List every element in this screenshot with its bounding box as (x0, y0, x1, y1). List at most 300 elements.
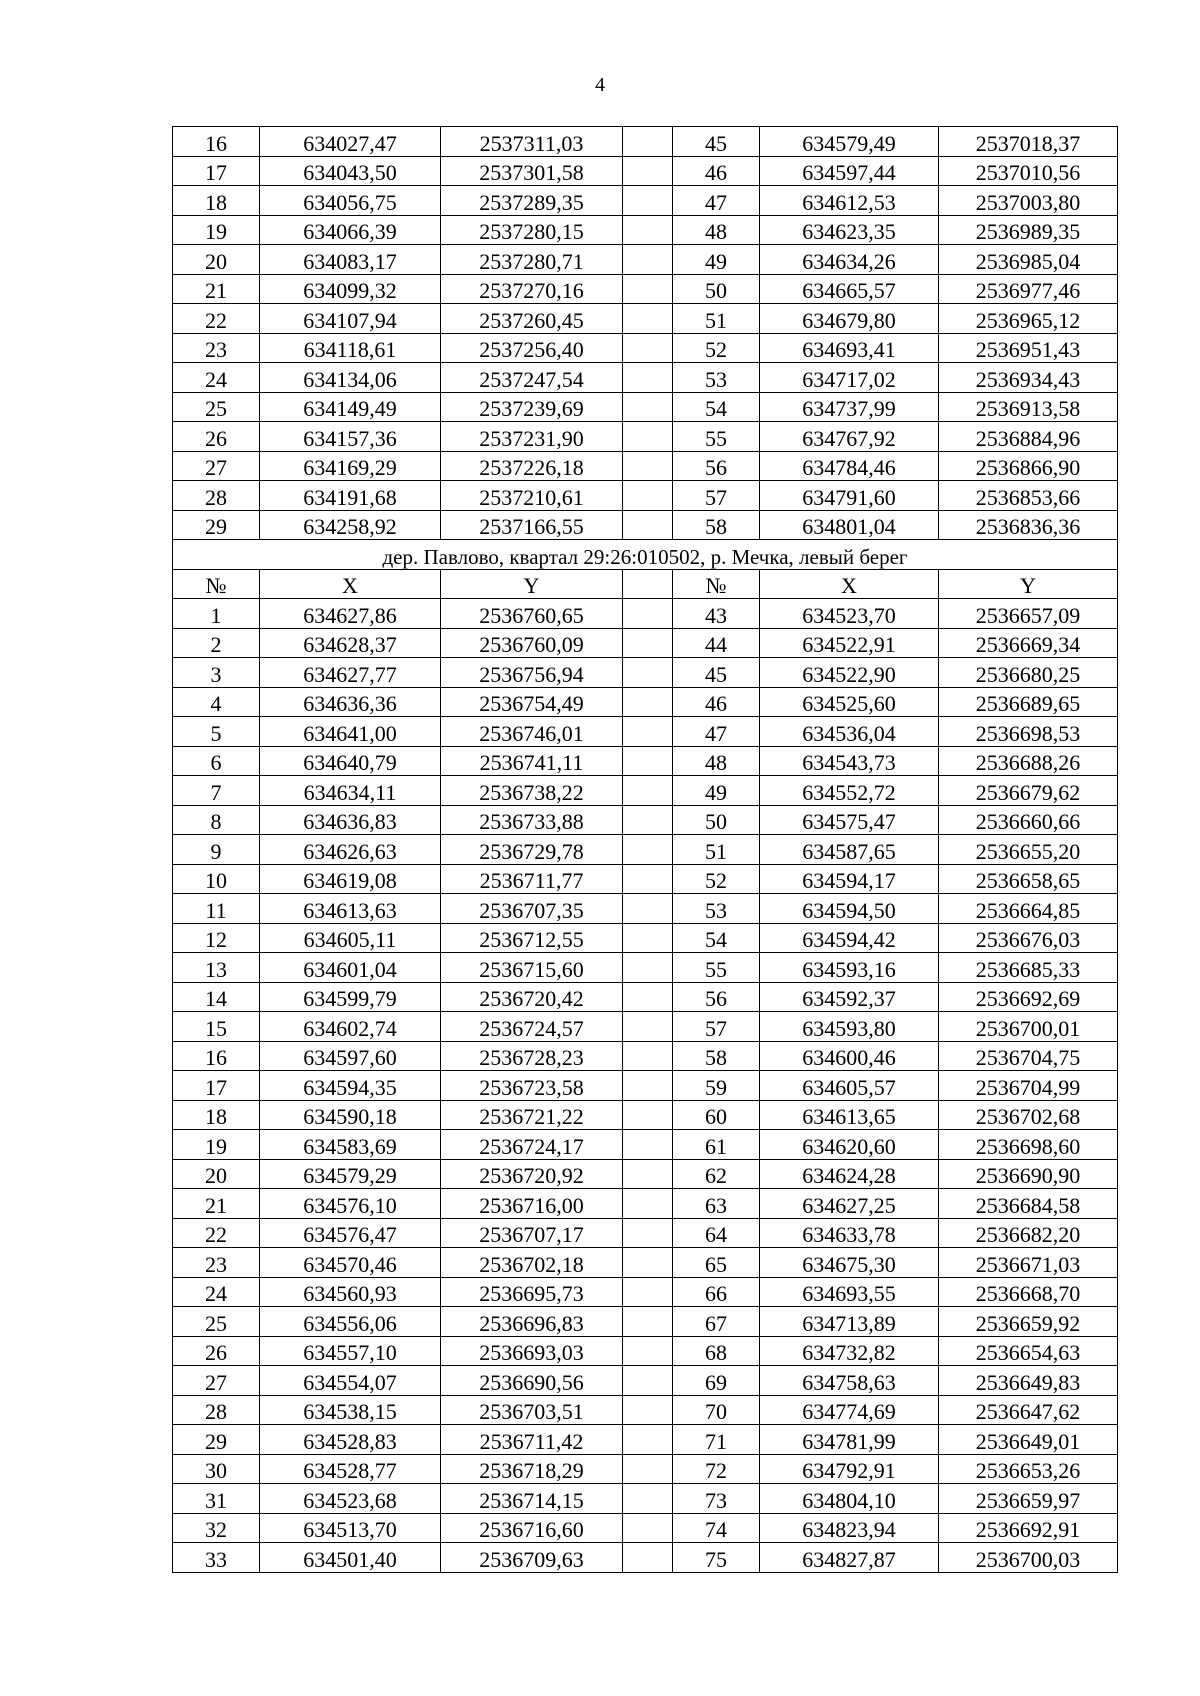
gap-cell (623, 1218, 673, 1248)
table-row (173, 687, 1118, 717)
y-coordinate-cell: 2536703,51 (441, 1395, 623, 1425)
y-coordinate-cell: 2537260,45 (441, 304, 623, 334)
x-coordinate-cell: 634528,83 (260, 1425, 441, 1455)
x-coordinate-cell-right: 634525,60 (760, 687, 939, 717)
point-number-cell-right: 71 (673, 1425, 760, 1455)
gap-cell (623, 1071, 673, 1101)
y-coordinate-cell-right: 2536684,58 (939, 1189, 1118, 1219)
x-coordinate-cell-right: 634634,26 (760, 245, 939, 275)
gap-cell (623, 1100, 673, 1130)
x-coordinate-cell-right: 634791,60 (760, 481, 939, 511)
point-number-cell-right: 52 (673, 864, 760, 894)
gap-cell (623, 481, 673, 511)
y-coordinate-cell-right: 2536836,36 (939, 510, 1118, 540)
gap-cell (623, 1159, 673, 1189)
point-number-cell-right: 69 (673, 1366, 760, 1396)
point-number-cell-right: 50 (673, 274, 760, 304)
x-coordinate-cell: 634556,06 (260, 1307, 441, 1337)
y-coordinate-cell: 2536754,49 (441, 687, 623, 717)
y-coordinate-cell-right: 2536704,99 (939, 1071, 1118, 1101)
x-coordinate-cell-right: 634597,44 (760, 156, 939, 186)
y-coordinate-cell: 2536711,42 (441, 1425, 623, 1455)
x-coordinate-cell: 634118,61 (260, 333, 441, 363)
gap-cell (623, 1543, 673, 1573)
x-coordinate-cell: 634258,92 (260, 510, 441, 540)
y-coordinate-cell: 2537166,55 (441, 510, 623, 540)
point-number-cell: 2 (173, 628, 260, 658)
y-coordinate-cell-right: 2536698,60 (939, 1130, 1118, 1160)
gap-cell (623, 953, 673, 983)
point-number-cell: 21 (173, 274, 260, 304)
y-coordinate-cell-right: 2536977,46 (939, 274, 1118, 304)
point-number-cell-right: 58 (673, 510, 760, 540)
x-coordinate-cell: 634641,00 (260, 717, 441, 747)
x-coordinate-cell-right: 634784,46 (760, 451, 939, 481)
table-row (173, 1012, 1118, 1042)
x-coordinate-cell: 634501,40 (260, 1543, 441, 1573)
y-coordinate-cell: 2536702,18 (441, 1248, 623, 1278)
point-number-cell-right: 50 (673, 805, 760, 835)
table-row (173, 245, 1118, 275)
y-coordinate-cell-right: 2536853,66 (939, 481, 1118, 511)
point-number-cell-right: 46 (673, 156, 760, 186)
point-number-cell-right: 53 (673, 363, 760, 393)
column-header-row (173, 569, 1118, 599)
x-coordinate-cell-right: 634774,69 (760, 1395, 939, 1425)
x-coordinate-cell: 634157,36 (260, 422, 441, 452)
x-coordinate-cell-right: 634592,37 (760, 982, 939, 1012)
x-coordinate-cell-right: 634594,42 (760, 923, 939, 953)
point-number-cell: 16 (173, 127, 260, 157)
point-number-cell-right: 53 (673, 894, 760, 924)
gap-cell (623, 1130, 673, 1160)
y-coordinate-cell: 2537256,40 (441, 333, 623, 363)
table-row (173, 333, 1118, 363)
x-coordinate-cell-right: 634612,53 (760, 186, 939, 216)
y-coordinate-cell-right: 2536985,04 (939, 245, 1118, 275)
x-coordinate-cell: 634597,60 (260, 1041, 441, 1071)
y-coordinate-cell: 2536756,94 (441, 658, 623, 688)
y-coordinate-cell-right: 2536679,62 (939, 776, 1118, 806)
y-coordinate-cell: 2536728,23 (441, 1041, 623, 1071)
x-coordinate-cell-right: 634594,17 (760, 864, 939, 894)
x-coordinate-cell-right: 634675,30 (760, 1248, 939, 1278)
y-coordinate-cell: 2536729,78 (441, 835, 623, 865)
x-coordinate-cell-right: 634713,89 (760, 1307, 939, 1337)
y-coordinate-cell-right: 2536658,65 (939, 864, 1118, 894)
column-header-num-right: № (673, 569, 760, 599)
gap-cell (623, 1513, 673, 1543)
point-number-cell-right: 45 (673, 658, 760, 688)
gap-cell (623, 304, 673, 334)
y-coordinate-cell-right: 2536965,12 (939, 304, 1118, 334)
point-number-cell-right: 61 (673, 1130, 760, 1160)
gap-cell (623, 982, 673, 1012)
y-coordinate-cell: 2536760,65 (441, 599, 623, 629)
y-coordinate-cell: 2536693,03 (441, 1336, 623, 1366)
y-coordinate-cell: 2536715,60 (441, 953, 623, 983)
x-coordinate-cell-right: 634665,57 (760, 274, 939, 304)
point-number-cell: 20 (173, 245, 260, 275)
y-coordinate-cell-right: 2536649,83 (939, 1366, 1118, 1396)
point-number-cell-right: 57 (673, 481, 760, 511)
x-coordinate-cell: 634602,74 (260, 1012, 441, 1042)
y-coordinate-cell-right: 2537010,56 (939, 156, 1118, 186)
point-number-cell-right: 65 (673, 1248, 760, 1278)
y-coordinate-cell-right: 2536913,58 (939, 392, 1118, 422)
point-number-cell-right: 57 (673, 1012, 760, 1042)
table-row (173, 363, 1118, 393)
table-row (173, 451, 1118, 481)
gap-cell (623, 333, 673, 363)
point-number-cell-right: 52 (673, 333, 760, 363)
x-coordinate-cell: 634056,75 (260, 186, 441, 216)
table-row (173, 894, 1118, 924)
point-number-cell-right: 47 (673, 717, 760, 747)
y-coordinate-cell: 2537231,90 (441, 422, 623, 452)
y-coordinate-cell-right: 2536700,01 (939, 1012, 1118, 1042)
point-number-cell: 5 (173, 717, 260, 747)
x-coordinate-cell-right: 634767,92 (760, 422, 939, 452)
point-number-cell: 26 (173, 422, 260, 452)
point-number-cell-right: 51 (673, 304, 760, 334)
table-row (173, 1130, 1118, 1160)
gap-cell (623, 245, 673, 275)
gap-cell (623, 392, 673, 422)
x-coordinate-cell: 634538,15 (260, 1395, 441, 1425)
y-coordinate-cell-right: 2536951,43 (939, 333, 1118, 363)
gap-cell (623, 776, 673, 806)
y-coordinate-cell: 2536707,35 (441, 894, 623, 924)
y-coordinate-cell-right: 2536680,25 (939, 658, 1118, 688)
point-number-cell-right: 43 (673, 599, 760, 629)
point-number-cell: 26 (173, 1336, 260, 1366)
point-number-cell: 4 (173, 687, 260, 717)
table-row (173, 422, 1118, 452)
point-number-cell: 9 (173, 835, 260, 865)
section-rows-group (173, 599, 1118, 1573)
table-row (173, 1543, 1118, 1573)
gap-cell (623, 805, 673, 835)
x-coordinate-cell: 634583,69 (260, 1130, 441, 1160)
table-row (173, 923, 1118, 953)
table-row (173, 835, 1118, 865)
x-coordinate-cell: 634613,63 (260, 894, 441, 924)
x-coordinate-cell-right: 634543,73 (760, 746, 939, 776)
x-coordinate-cell: 634627,86 (260, 599, 441, 629)
x-coordinate-cell-right: 634522,91 (760, 628, 939, 658)
table-row (173, 746, 1118, 776)
y-coordinate-cell-right: 2536698,53 (939, 717, 1118, 747)
table-row (173, 1395, 1118, 1425)
x-coordinate-cell: 634640,79 (260, 746, 441, 776)
point-number-cell: 29 (173, 1425, 260, 1455)
x-coordinate-cell-right: 634605,57 (760, 1071, 939, 1101)
gap-cell (623, 746, 673, 776)
x-coordinate-cell: 634626,63 (260, 835, 441, 865)
point-number-cell-right: 55 (673, 422, 760, 452)
y-coordinate-cell-right: 2536657,09 (939, 599, 1118, 629)
y-coordinate-cell-right: 2536692,69 (939, 982, 1118, 1012)
section-group (173, 540, 1118, 599)
point-number-cell-right: 58 (673, 1041, 760, 1071)
point-number-cell: 16 (173, 1041, 260, 1071)
gap-cell (623, 156, 673, 186)
table-row (173, 1277, 1118, 1307)
table-row (173, 156, 1118, 186)
gap-cell (623, 569, 673, 599)
y-coordinate-cell-right: 2536647,62 (939, 1395, 1118, 1425)
y-coordinate-cell: 2536690,56 (441, 1366, 623, 1396)
x-coordinate-cell: 634169,29 (260, 451, 441, 481)
y-coordinate-cell: 2537270,16 (441, 274, 623, 304)
gap-cell (623, 1366, 673, 1396)
point-number-cell: 8 (173, 805, 260, 835)
point-number-cell-right: 56 (673, 451, 760, 481)
y-coordinate-cell: 2536695,73 (441, 1277, 623, 1307)
x-coordinate-cell: 634590,18 (260, 1100, 441, 1130)
y-coordinate-cell: 2536723,58 (441, 1071, 623, 1101)
point-number-cell-right: 56 (673, 982, 760, 1012)
y-coordinate-cell: 2536714,15 (441, 1484, 623, 1514)
y-coordinate-cell: 2536696,83 (441, 1307, 623, 1337)
point-number-cell-right: 70 (673, 1395, 760, 1425)
point-number-cell-right: 60 (673, 1100, 760, 1130)
x-coordinate-cell-right: 634575,47 (760, 805, 939, 835)
table-row (173, 982, 1118, 1012)
gap-cell (623, 894, 673, 924)
y-coordinate-cell-right: 2536671,03 (939, 1248, 1118, 1278)
gap-cell (623, 599, 673, 629)
y-coordinate-cell-right: 2536934,43 (939, 363, 1118, 393)
y-coordinate-cell: 2536738,22 (441, 776, 623, 806)
x-coordinate-cell: 634066,39 (260, 215, 441, 245)
table-row (173, 658, 1118, 688)
point-number-cell-right: 49 (673, 245, 760, 275)
gap-cell (623, 363, 673, 393)
point-number-cell: 17 (173, 1071, 260, 1101)
y-coordinate-cell: 2537247,54 (441, 363, 623, 393)
x-coordinate-cell-right: 634600,46 (760, 1041, 939, 1071)
table-row (173, 304, 1118, 334)
gap-cell (623, 687, 673, 717)
table-row (173, 1100, 1118, 1130)
point-number-cell: 22 (173, 304, 260, 334)
x-coordinate-cell: 634513,70 (260, 1513, 441, 1543)
x-coordinate-cell: 634576,10 (260, 1189, 441, 1219)
table-row (173, 1307, 1118, 1337)
page-number: 4 (595, 74, 605, 96)
x-coordinate-cell-right: 634823,94 (760, 1513, 939, 1543)
y-coordinate-cell-right: 2536664,85 (939, 894, 1118, 924)
table-row (173, 1454, 1118, 1484)
x-coordinate-cell-right: 634593,16 (760, 953, 939, 983)
point-number-cell: 22 (173, 1218, 260, 1248)
point-number-cell-right: 51 (673, 835, 760, 865)
y-coordinate-cell: 2537289,35 (441, 186, 623, 216)
table-row (173, 392, 1118, 422)
column-header-y: Y (441, 569, 623, 599)
point-number-cell: 18 (173, 186, 260, 216)
x-coordinate-cell-right: 634552,72 (760, 776, 939, 806)
point-number-cell: 28 (173, 481, 260, 511)
column-header-num: № (173, 569, 260, 599)
x-coordinate-cell-right: 634792,91 (760, 1454, 939, 1484)
x-coordinate-cell-right: 634593,80 (760, 1012, 939, 1042)
x-coordinate-cell-right: 634627,25 (760, 1189, 939, 1219)
point-number-cell-right: 44 (673, 628, 760, 658)
table-row (173, 805, 1118, 835)
point-number-cell: 27 (173, 451, 260, 481)
x-coordinate-cell-right: 634587,65 (760, 835, 939, 865)
x-coordinate-cell-right: 634536,04 (760, 717, 939, 747)
table-row (173, 1218, 1118, 1248)
y-coordinate-cell: 2536746,01 (441, 717, 623, 747)
point-number-cell: 15 (173, 1012, 260, 1042)
gap-cell (623, 510, 673, 540)
x-coordinate-cell-right: 634732,82 (760, 1336, 939, 1366)
x-coordinate-cell-right: 634579,49 (760, 127, 939, 157)
x-coordinate-cell-right: 634693,55 (760, 1277, 939, 1307)
point-number-cell-right: 68 (673, 1336, 760, 1366)
y-coordinate-cell-right: 2537003,80 (939, 186, 1118, 216)
y-coordinate-cell: 2536711,77 (441, 864, 623, 894)
gap-cell (623, 717, 673, 747)
point-number-cell-right: 48 (673, 746, 760, 776)
point-number-cell: 29 (173, 510, 260, 540)
point-number-cell-right: 54 (673, 392, 760, 422)
table-row (173, 1336, 1118, 1366)
y-coordinate-cell-right: 2536654,63 (939, 1336, 1118, 1366)
point-number-cell: 14 (173, 982, 260, 1012)
table-row (173, 1248, 1118, 1278)
y-coordinate-cell: 2537226,18 (441, 451, 623, 481)
x-coordinate-cell: 634099,32 (260, 274, 441, 304)
y-coordinate-cell: 2537301,58 (441, 156, 623, 186)
point-number-cell: 28 (173, 1395, 260, 1425)
gap-cell (623, 923, 673, 953)
x-coordinate-cell-right: 634624,28 (760, 1159, 939, 1189)
point-number-cell: 10 (173, 864, 260, 894)
top-rows-group (173, 127, 1118, 540)
y-coordinate-cell-right: 2536676,03 (939, 923, 1118, 953)
y-coordinate-cell-right: 2536669,34 (939, 628, 1118, 658)
point-number-cell: 6 (173, 746, 260, 776)
gap-cell (623, 835, 673, 865)
gap-cell (623, 628, 673, 658)
y-coordinate-cell: 2537280,71 (441, 245, 623, 275)
y-coordinate-cell: 2536712,55 (441, 923, 623, 953)
x-coordinate-cell: 634570,46 (260, 1248, 441, 1278)
table-row (173, 1366, 1118, 1396)
x-coordinate-cell: 634636,36 (260, 687, 441, 717)
gap-cell (623, 658, 673, 688)
gap-cell (623, 1336, 673, 1366)
gap-cell (623, 215, 673, 245)
point-number-cell: 1 (173, 599, 260, 629)
y-coordinate-cell-right: 2536659,92 (939, 1307, 1118, 1337)
y-coordinate-cell-right: 2536688,26 (939, 746, 1118, 776)
y-coordinate-cell: 2537311,03 (441, 127, 623, 157)
gap-cell (623, 1395, 673, 1425)
point-number-cell: 12 (173, 923, 260, 953)
x-coordinate-cell-right: 634633,78 (760, 1218, 939, 1248)
table-row (173, 127, 1118, 157)
point-number-cell: 25 (173, 392, 260, 422)
column-header-y-right: Y (939, 569, 1118, 599)
y-coordinate-cell: 2536716,60 (441, 1513, 623, 1543)
point-number-cell: 23 (173, 1248, 260, 1278)
table-row (173, 717, 1118, 747)
point-number-cell-right: 54 (673, 923, 760, 953)
gap-cell (623, 422, 673, 452)
y-coordinate-cell: 2536707,17 (441, 1218, 623, 1248)
x-coordinate-cell: 634107,94 (260, 304, 441, 334)
y-coordinate-cell-right: 2536704,75 (939, 1041, 1118, 1071)
gap-cell (623, 1307, 673, 1337)
point-number-cell: 31 (173, 1484, 260, 1514)
point-number-cell-right: 63 (673, 1189, 760, 1219)
table-row (173, 1513, 1118, 1543)
y-coordinate-cell-right: 2536653,26 (939, 1454, 1118, 1484)
point-number-cell: 18 (173, 1100, 260, 1130)
x-coordinate-cell: 634601,04 (260, 953, 441, 983)
gap-cell (623, 127, 673, 157)
section-title-row (173, 540, 1118, 570)
x-coordinate-cell: 634619,08 (260, 864, 441, 894)
table-row (173, 1159, 1118, 1189)
point-number-cell-right: 45 (673, 127, 760, 157)
table-row (173, 1189, 1118, 1219)
point-number-cell: 11 (173, 894, 260, 924)
table-row (173, 776, 1118, 806)
point-number-cell: 25 (173, 1307, 260, 1337)
x-coordinate-cell: 634605,11 (260, 923, 441, 953)
y-coordinate-cell-right: 2536689,65 (939, 687, 1118, 717)
x-coordinate-cell-right: 634804,10 (760, 1484, 939, 1514)
y-coordinate-cell: 2537280,15 (441, 215, 623, 245)
point-number-cell-right: 59 (673, 1071, 760, 1101)
y-coordinate-cell-right: 2536659,97 (939, 1484, 1118, 1514)
y-coordinate-cell-right: 2536690,90 (939, 1159, 1118, 1189)
point-number-cell: 21 (173, 1189, 260, 1219)
y-coordinate-cell-right: 2536989,35 (939, 215, 1118, 245)
x-coordinate-cell-right: 634620,60 (760, 1130, 939, 1160)
point-number-cell-right: 72 (673, 1454, 760, 1484)
table-row (173, 628, 1118, 658)
column-header-x: X (260, 569, 441, 599)
x-coordinate-cell-right: 634613,65 (760, 1100, 939, 1130)
point-number-cell-right: 67 (673, 1307, 760, 1337)
table-row (173, 599, 1118, 629)
gap-cell (623, 451, 673, 481)
point-number-cell: 33 (173, 1543, 260, 1573)
point-number-cell: 32 (173, 1513, 260, 1543)
point-number-cell: 19 (173, 215, 260, 245)
point-number-cell: 3 (173, 658, 260, 688)
point-number-cell: 13 (173, 953, 260, 983)
point-number-cell-right: 48 (673, 215, 760, 245)
point-number-cell-right: 55 (673, 953, 760, 983)
y-coordinate-cell: 2536709,63 (441, 1543, 623, 1573)
coordinates-table (172, 126, 1118, 1573)
x-coordinate-cell: 634149,49 (260, 392, 441, 422)
column-header-x-right: X (760, 569, 939, 599)
gap-cell (623, 1012, 673, 1042)
x-coordinate-cell-right: 634801,04 (760, 510, 939, 540)
point-number-cell-right: 66 (673, 1277, 760, 1307)
y-coordinate-cell: 2536733,88 (441, 805, 623, 835)
